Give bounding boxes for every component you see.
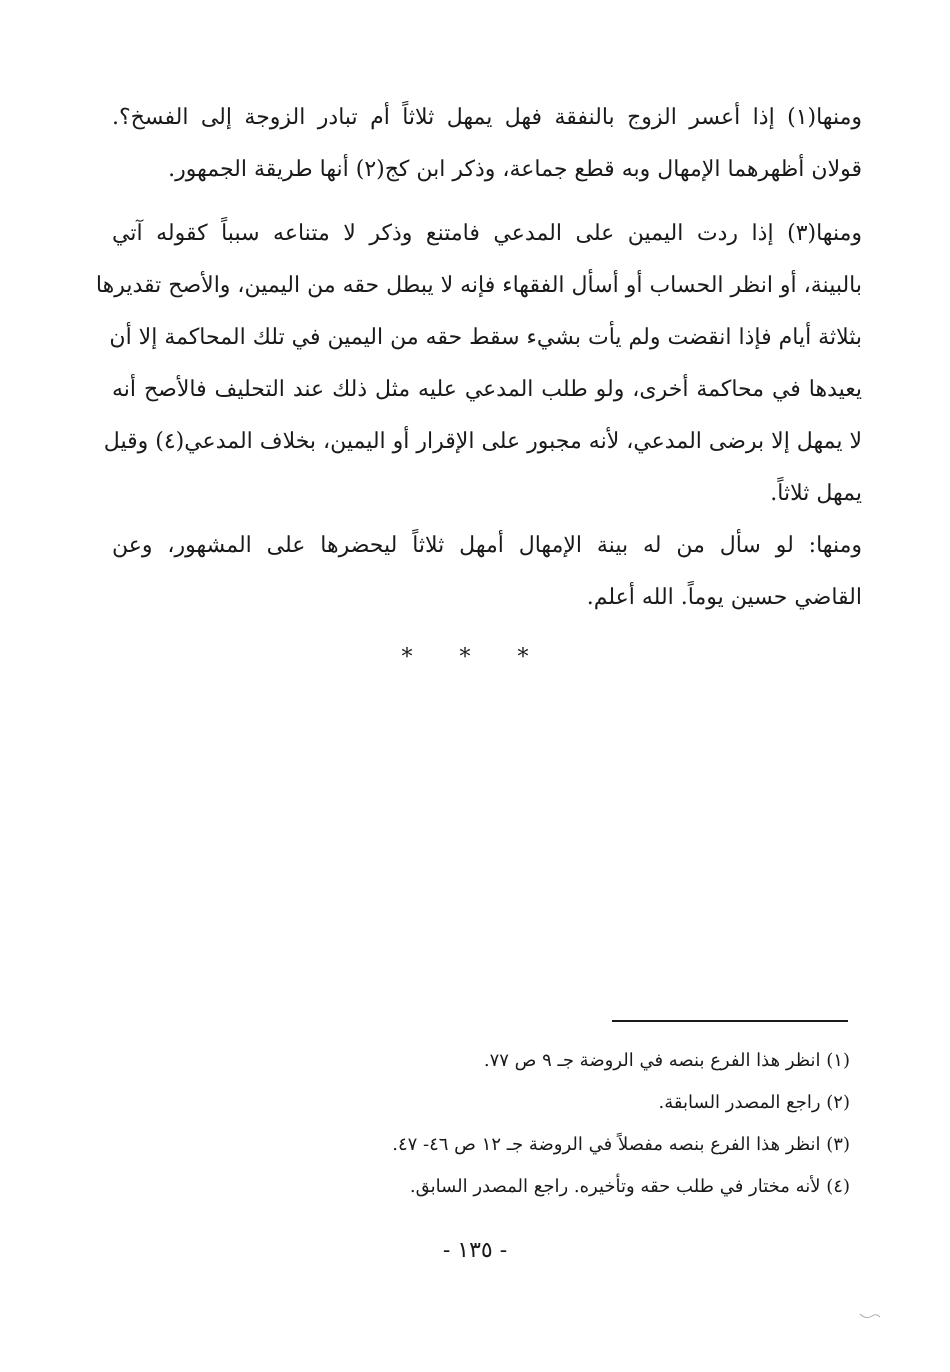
section-separator: * * * <box>401 645 549 670</box>
footnote-1: (١) انظر هذا الفرع بنصه في الروضة جـ ٩ ص ٧٧. <box>483 1050 850 1071</box>
footnote-divider <box>612 1020 848 1022</box>
page-number: - ١٣٥ - <box>442 1238 508 1263</box>
footnote-2: (٢) راجع المصدر السابقة. <box>658 1092 850 1113</box>
paragraph-2-line-3: بثلاثة أيام فإذا انقضت ولم يأت بشيء سقط حقه من اليمين في تلك المحاكمة إلا أن <box>109 325 862 350</box>
paragraph-2-line-4: يعيدها في محاكمة أخرى، ولو طلب المدعي عليه مثل ذلك عند التحليف فالأصح أنه <box>112 377 862 402</box>
scan-mark-icon <box>858 1310 882 1326</box>
paragraph-2-line-5: لا يمهل إلا برضى المدعي، لأنه مجبور على الإقرار أو اليمين، بخلاف المدعي(٤) وقيل <box>103 429 862 454</box>
footnotes <box>230 1040 850 1208</box>
paragraph-3 <box>112 520 862 624</box>
footnote-4: (٤) لأنه مختار في طلب حقه وتأخيره. راجع المصدر السابق. <box>409 1176 850 1197</box>
paragraph-2-line-6: يمهل ثلاثاً. <box>770 481 862 506</box>
paragraph-1-line-1: ومنها(١) إذا أعسر الزوج بالنفقة فهل يمهل ثلاثاً أم تبادر الزوجة إلى الفسخ؟. <box>112 105 862 130</box>
paragraph-1 <box>112 92 862 196</box>
paragraph-3-line-2: القاضي حسين يوماً. الله أعلم. <box>586 585 862 610</box>
paragraph-2-line-2: بالبينة، أو انظر الحساب أو أسأل الفقهاء فإنه لا يبطل حقه من اليمين، والأصح تقديرها <box>95 273 862 298</box>
paragraph-2 <box>95 208 862 520</box>
paragraph-3-line-1: ومنها: لو سأل من له بينة الإمهال أمهل ثلاثاً ليحضرها على المشهور، وعن <box>112 533 862 558</box>
footnote-3: (٣) انظر هذا الفرع بنصه مفصلاً في الروضة جـ ١٢ ص ٤٦- ٤٧. <box>392 1134 850 1155</box>
paragraph-1-line-2: قولان أظهرهما الإمهال وبه قطع جماعة، وذكر ابن كج(٢) أنها طريقة الجمهور. <box>168 157 862 182</box>
paragraph-2-line-1: ومنها(٣) إذا ردت اليمين على المدعي فامتنع وذكر لا متناعه سبباً كقوله آتي <box>112 221 862 246</box>
